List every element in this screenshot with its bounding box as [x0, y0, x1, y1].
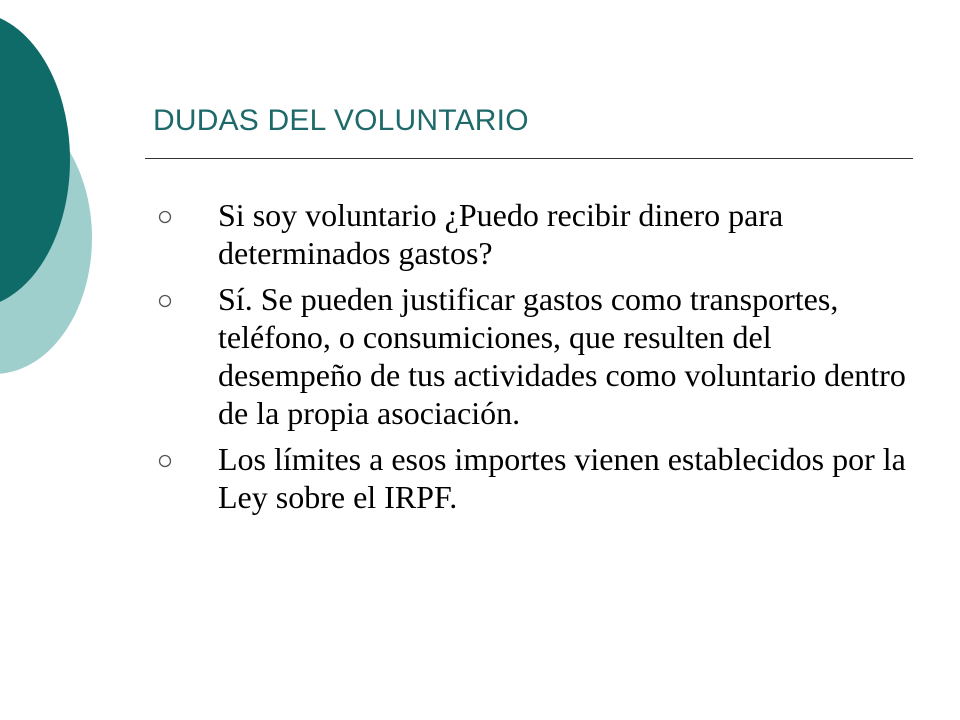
bullet-item: [158, 440, 918, 516]
slide-title: DUDAS DEL VOLUNTARIO: [153, 104, 529, 137]
bullet-item: [158, 196, 918, 272]
bullet-text: Si soy voluntario ¿Puedo recibir dinero para determinados gastos?: [218, 197, 784, 271]
title-divider: [145, 158, 913, 159]
bullet-text: Sí. Se pueden justificar gastos como transportes, teléfono, o consumiciones, que resulten del desempeño de tus actividades como voluntario dentro de la propia asociación.: [218, 281, 906, 431]
bullet-text: Los límites a esos importes vienen establecidos por la Ley sobre el IRPF.: [218, 441, 906, 515]
bullet-list: [158, 196, 918, 524]
teal-circle-decoration: [0, 0, 140, 420]
hollow-circle-icon: [158, 440, 218, 473]
bullet-item: [158, 280, 918, 432]
hollow-circle-icon: [158, 196, 218, 229]
hollow-circle-icon: [158, 280, 218, 313]
